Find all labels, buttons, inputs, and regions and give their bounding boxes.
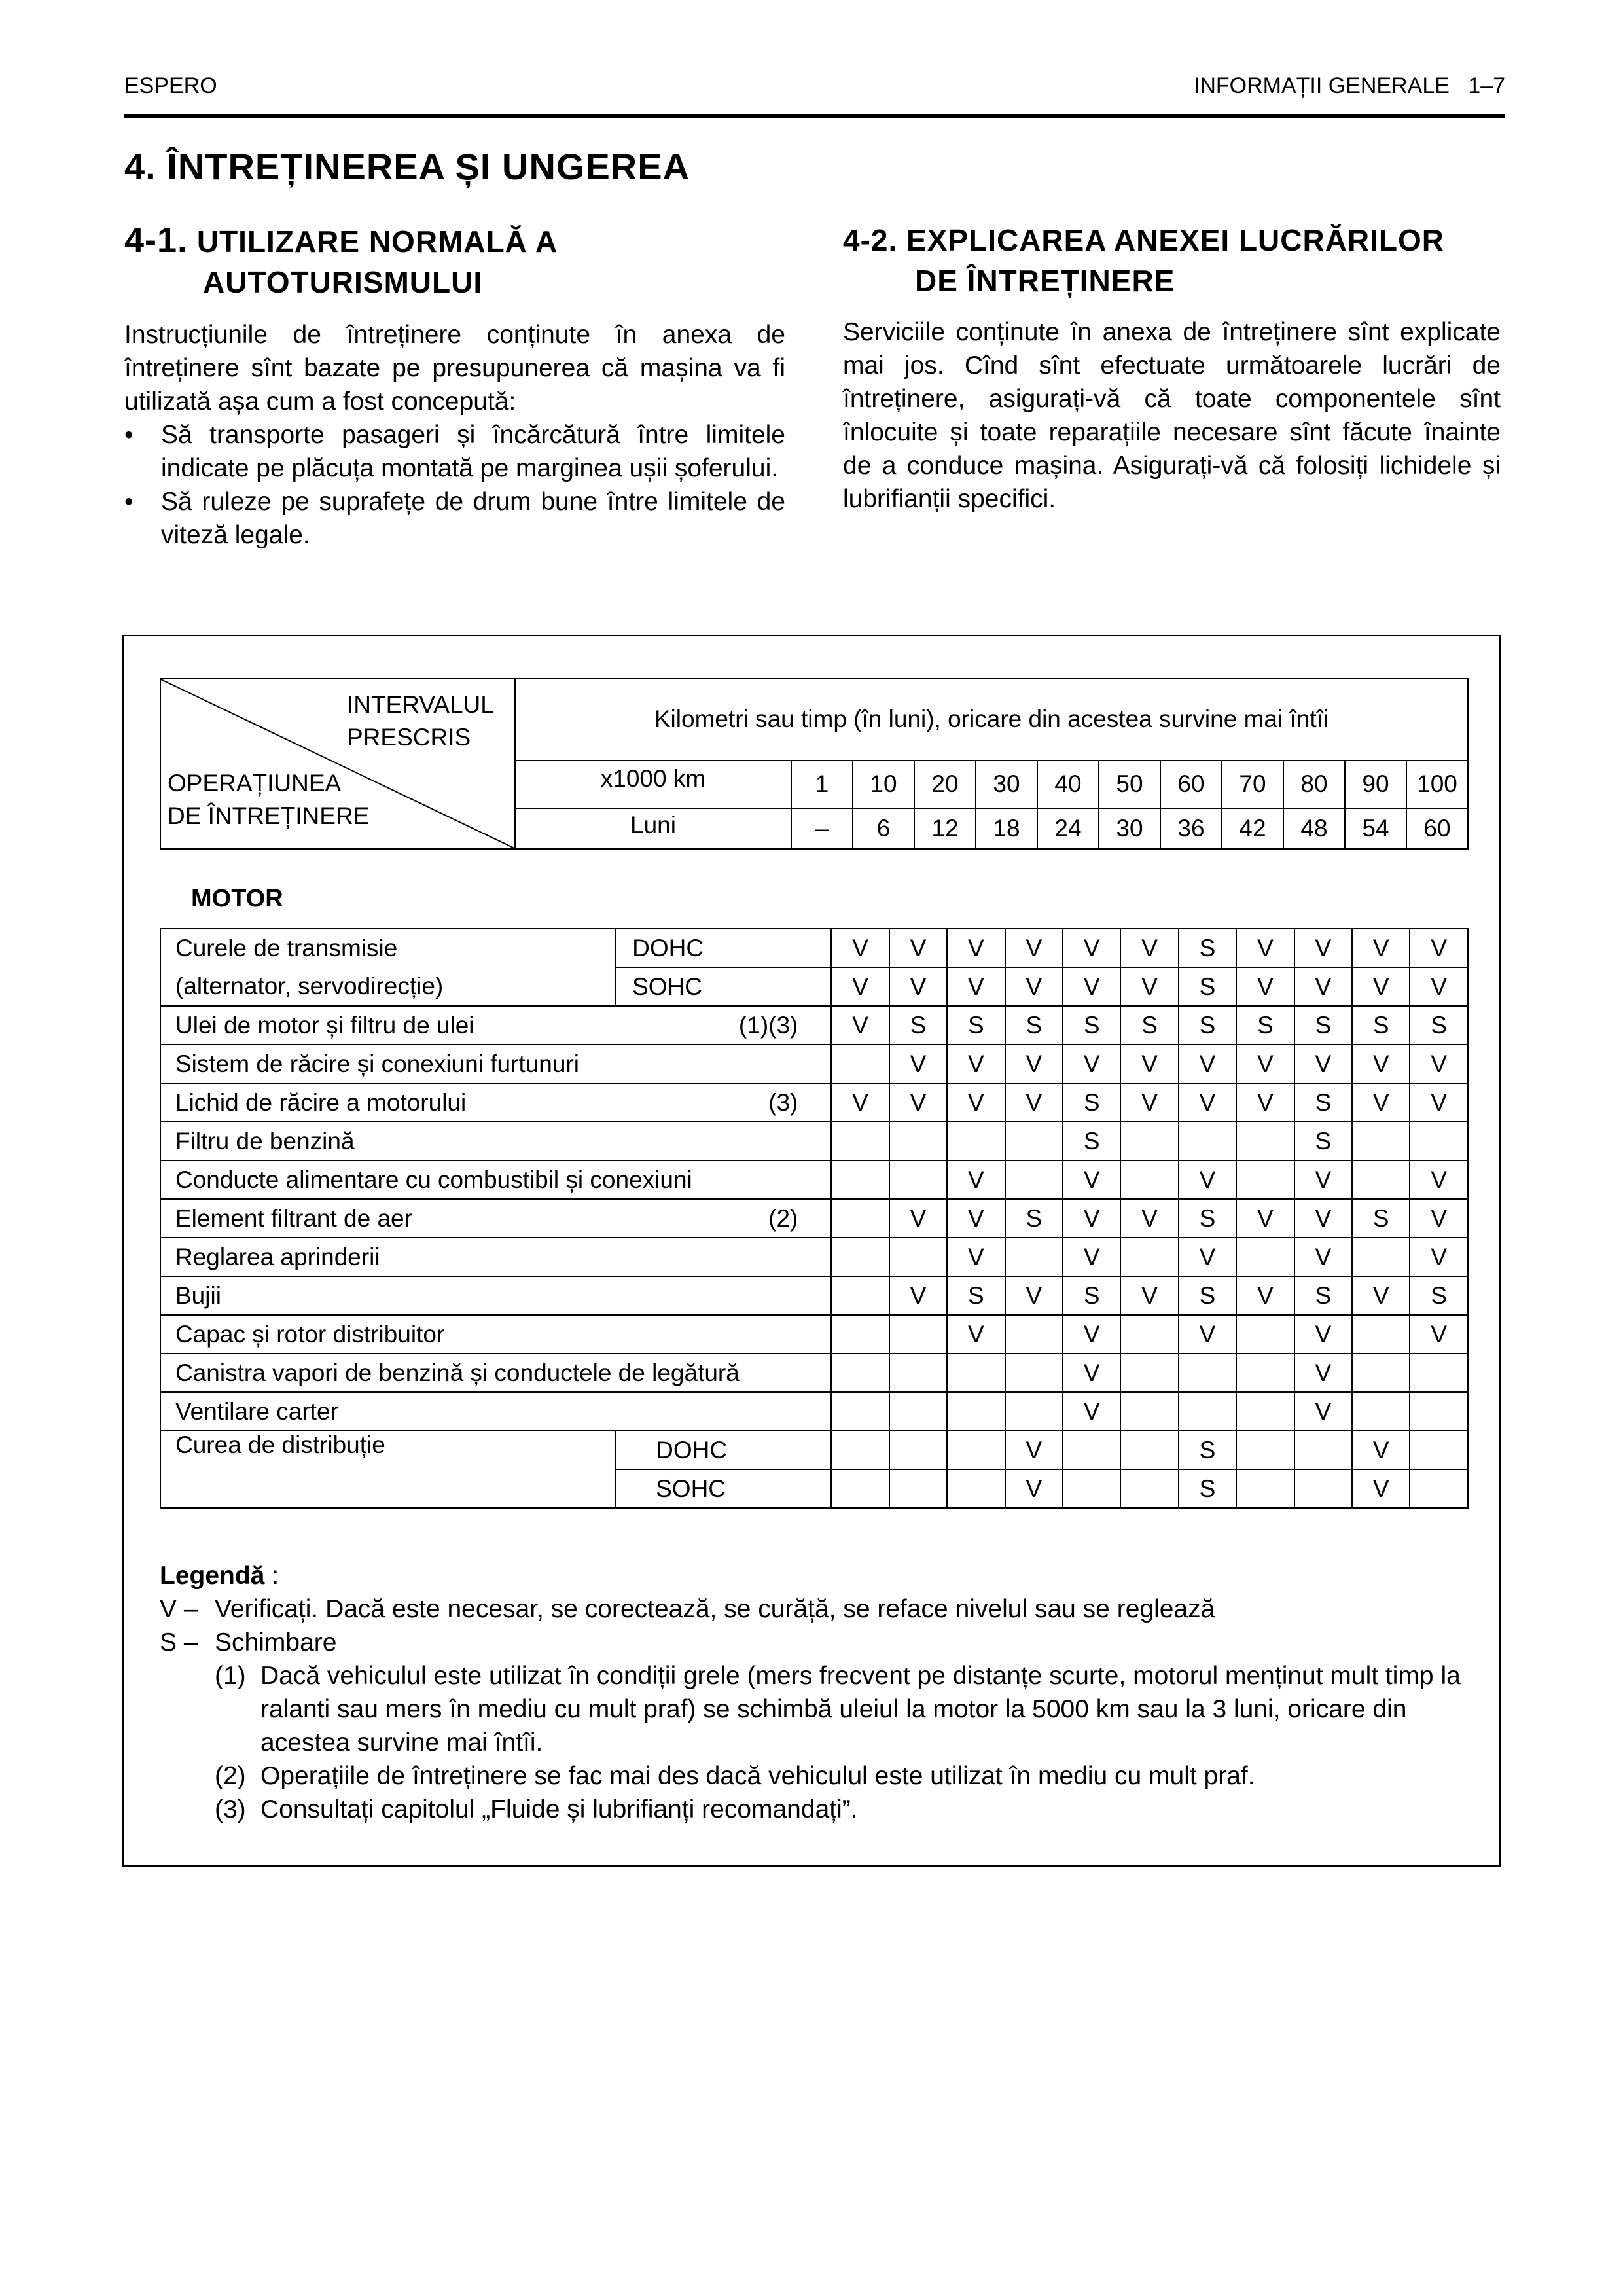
item-name-cell [160, 1045, 831, 1083]
item-name-cell [160, 1354, 831, 1392]
schedule-value-cell [1294, 1469, 1352, 1508]
schedule-value-cell: V [1005, 929, 1063, 967]
item-name-cell [160, 1276, 831, 1315]
schedule-value-cell: S [1063, 1006, 1120, 1045]
schedule-value-cell: S [1294, 1083, 1352, 1122]
table-row [160, 1083, 1468, 1122]
section1-title [124, 220, 558, 302]
schedule-value-cell [1236, 1392, 1294, 1431]
table-row [160, 967, 1468, 1006]
schedule-value-cell: V [1005, 1045, 1063, 1083]
schedule-value-cell [1410, 1469, 1468, 1508]
footnote-text: Operațiile de întreținere se fac mai des dacă vehiculul este utilizat în mediu cu mult praf. [260, 1762, 1255, 1790]
schedule-value-cell [1236, 1238, 1294, 1276]
schedule-value-cell: V [1005, 1276, 1063, 1315]
schedule-value-cell [831, 1276, 889, 1315]
schedule-value-cell: V [1294, 929, 1352, 967]
section1-body [124, 318, 785, 552]
schedule-value-cell [889, 1392, 947, 1431]
schedule-value-cell [1236, 1469, 1294, 1508]
schedule-value-cell: V [1236, 929, 1294, 967]
schedule-value-cell [889, 1122, 947, 1160]
month-value-cell: 42 [1222, 808, 1283, 850]
schedule-value-cell: S [947, 1006, 1005, 1045]
schedule-value-cell [1236, 1122, 1294, 1160]
item-name-cell [160, 1238, 831, 1276]
schedule-value-cell: V [1120, 1045, 1178, 1083]
table-row [160, 1122, 1468, 1160]
schedule-value-cell: V [889, 929, 947, 967]
schedule-value-cell [1294, 1431, 1352, 1469]
schedule-value-cell: S [947, 1276, 1005, 1315]
item-name: Element filtrant de aer [175, 1204, 412, 1232]
footnote-text: Consultați capitolul „Fluide și lubrifianți recomandați”. [260, 1795, 858, 1823]
schedule-value-cell: V [1352, 1045, 1410, 1083]
schedule-value-cell: V [831, 967, 889, 1006]
item-name: Capac și rotor distribuitor [175, 1320, 445, 1348]
legend-key: V – [160, 1595, 198, 1623]
diagonal-header-cell [160, 679, 515, 849]
schedule-value-cell: S [1179, 967, 1236, 1006]
km-value-cell: 20 [914, 761, 976, 808]
month-value-cell: 60 [1406, 808, 1468, 850]
schedule-value-cell: S [1294, 1122, 1352, 1160]
schedule-value-cell: V [1236, 1276, 1294, 1315]
item-name: Curea de distribuție [160, 1431, 616, 1508]
schedule-value-cell: V [1352, 1083, 1410, 1122]
item-note: (3) [768, 1088, 798, 1116]
schedule-value-cell [1005, 1122, 1063, 1160]
schedule-value-cell: V [1063, 1199, 1120, 1238]
schedule-value-cell: V [947, 1315, 1005, 1354]
footnote [160, 1659, 1501, 1759]
operation-label-line2: DE ÎNTREȚINERE [168, 802, 370, 829]
schedule-value-cell [947, 1392, 1005, 1431]
km-value-cell: 100 [1406, 761, 1468, 808]
engine-variant: DOHC [616, 929, 831, 967]
item-note: (2) [768, 1204, 798, 1232]
schedule-value-cell: V [1410, 1045, 1468, 1083]
schedule-value-cell: V [1410, 1160, 1468, 1199]
schedule-value-cell [1120, 1122, 1178, 1160]
item-name-cell [160, 1392, 831, 1431]
footnote-text: Dacă vehiculul este utilizat în condiții grele (mers frecvent pe distanțe scurte, motorul menținut mult timp la ralanti sau mers în mediu cu mult praf) se schimbă uleiul la motor la 5000 km sau la 3 luni, oricare din acestea survine mai întîi. [260, 1662, 1461, 1757]
schedule-value-cell [1352, 1122, 1410, 1160]
schedule-value-cell [1063, 1431, 1120, 1469]
schedule-value-cell: V [1236, 967, 1294, 1006]
schedule-value-cell: V [831, 1083, 889, 1122]
schedule-value-cell: V [1063, 1392, 1120, 1431]
header-rule [124, 114, 1505, 118]
month-value-cell: 54 [1345, 808, 1406, 850]
schedule-value-cell: V [1005, 1431, 1063, 1469]
schedule-value-cell: V [1294, 1315, 1352, 1354]
schedule-value-cell: V [1063, 1238, 1120, 1276]
item-name: Filtru de benzină [175, 1127, 355, 1155]
section2-paragraph: Serviciile conținute în anexa de întreținere sînt explicate mai jos. Cînd sînt efectuate următoarele lucrări de întreținere, asigurați-vă că toate componentele sînt înlocuite și toate reparațiile necesare sînt făcute înainte de a conduce mașina. Asigurați-vă că folosiți lichidele și lubrifianții specifici. [843, 318, 1501, 513]
schedule-value-cell [1120, 1431, 1178, 1469]
table-row [160, 1276, 1468, 1315]
month-value-cell: – [791, 808, 853, 850]
section2-title-line2: DE ÎNTREȚINERE [915, 264, 1175, 298]
schedule-value-cell: V [1294, 1199, 1352, 1238]
interval-label-line1: INTERVALUL [347, 691, 494, 718]
month-value-cell: 6 [853, 808, 914, 850]
table-row [160, 1006, 1468, 1045]
main-title: 4. ÎNTREȚINEREA ȘI UNGEREA [124, 146, 690, 187]
section1-title-line2: AUTOTURISMULUI [203, 265, 483, 299]
table-row [160, 1045, 1468, 1083]
schedule-value-cell [1236, 1160, 1294, 1199]
schedule-value-cell: S [889, 1006, 947, 1045]
schedule-value-cell [889, 1469, 947, 1508]
schedule-value-cell [831, 1199, 889, 1238]
schedule-value-cell: V [1294, 1238, 1352, 1276]
schedule-value-cell: V [1063, 929, 1120, 967]
item-name: Sistem de răcire și conexiuni furtunuri [175, 1050, 579, 1077]
km-value-cell: 80 [1283, 761, 1345, 808]
schedule-value-cell: S [1063, 1276, 1120, 1315]
month-value-cell: 48 [1283, 808, 1345, 850]
legend-title: Legendă [160, 1562, 265, 1590]
schedule-value-cell: V [1063, 1315, 1120, 1354]
schedule-value-cell: V [1063, 1354, 1120, 1392]
operation-label [168, 767, 369, 833]
km-value-cell: 90 [1345, 761, 1406, 808]
item-name: Lichid de răcire a motorului [175, 1088, 467, 1116]
table-row [160, 1199, 1468, 1238]
km-value-cell: 1 [791, 761, 853, 808]
schedule-value-cell: V [1120, 1276, 1178, 1315]
month-value-cell: 12 [914, 808, 976, 850]
schedule-value-cell: V [831, 929, 889, 967]
schedule-value-cell: V [1179, 1083, 1236, 1122]
item-name: Curele de transmisie [160, 929, 616, 967]
engine-variant: SOHC [616, 967, 831, 1006]
legend-text: Verificați. Dacă este necesar, se corectează, se curăță, se reface nivelul sau se reglează [215, 1595, 1215, 1623]
schedule-value-cell: V [947, 1045, 1005, 1083]
schedule-value-cell: V [1063, 967, 1120, 1006]
schedule-value-cell: S [1005, 1199, 1063, 1238]
schedule-value-cell [1410, 1392, 1468, 1431]
item-name: Bujii [175, 1282, 221, 1309]
schedule-value-cell: V [1179, 1238, 1236, 1276]
interval-header-text: Kilometri sau timp (în luni), oricare din acestea survine mai întîi [515, 679, 1468, 761]
km-label: x1000 km [515, 761, 791, 808]
schedule-value-cell [831, 1354, 889, 1392]
schedule-value-cell: S [1179, 1469, 1236, 1508]
section1-bullets [124, 418, 785, 552]
schedule-value-cell [1005, 1238, 1063, 1276]
schedule-value-cell: S [1352, 1006, 1410, 1045]
schedule-value-cell [1179, 1392, 1236, 1431]
schedule-value-cell: S [1005, 1006, 1063, 1045]
schedule-value-cell [1179, 1354, 1236, 1392]
section1-paragraph: Instrucțiunile de întreținere conținute în anexa de întreținere sînt bazate pe presupunerea că mașina va fi utilizată așa cum a fost concepută: [124, 321, 785, 416]
table-row [160, 929, 1468, 967]
section1-number: 4-1. [124, 221, 188, 260]
schedule-value-cell: V [1120, 929, 1178, 967]
footnote [160, 1759, 1501, 1793]
schedule-value-cell: V [947, 1083, 1005, 1122]
km-value-cell: 70 [1222, 761, 1283, 808]
schedule-value-cell: S [1236, 1006, 1294, 1045]
km-value-cell: 10 [853, 761, 914, 808]
schedule-value-cell: V [1410, 1238, 1468, 1276]
schedule-value-cell [831, 1122, 889, 1160]
item-note: (1)(3) [738, 1011, 798, 1039]
schedule-value-cell [1179, 1122, 1236, 1160]
bullet-item: • Să ruleze pe suprafețe de drum bune între limitele de viteză legale. [124, 485, 785, 552]
table-row [160, 1160, 1468, 1199]
schedule-value-cell [1120, 1469, 1178, 1508]
engine-variant: SOHC [616, 1469, 831, 1508]
schedule-value-cell [947, 1122, 1005, 1160]
schedule-value-cell: S [1410, 1276, 1468, 1315]
operation-label-line1: OPERAȚIUNEA [168, 770, 342, 797]
schedule-value-cell: V [831, 1006, 889, 1045]
schedule-value-cell [831, 1392, 889, 1431]
schedule-value-cell [831, 1469, 889, 1508]
table-row [160, 1431, 1468, 1469]
schedule-value-cell [1120, 1315, 1178, 1354]
schedule-value-cell [831, 1315, 889, 1354]
item-name: Canistra vapori de benzină și conductele de legătură [175, 1359, 740, 1386]
schedule-value-cell: V [1063, 1160, 1120, 1199]
legend-item-s [160, 1626, 1501, 1659]
schedule-value-cell: V [889, 1199, 947, 1238]
schedule-value-cell: V [1236, 1045, 1294, 1083]
schedule-value-cell [1063, 1469, 1120, 1508]
schedule-value-cell: V [1179, 1045, 1236, 1083]
schedule-value-cell: S [1179, 929, 1236, 967]
km-value-cell: 50 [1099, 761, 1160, 808]
schedule-value-cell: V [1352, 967, 1410, 1006]
schedule-value-cell: V [889, 1045, 947, 1083]
schedule-value-cell [831, 1431, 889, 1469]
schedule-value-cell: V [1352, 929, 1410, 967]
schedule-value-cell: V [889, 967, 947, 1006]
bullet-item: • Să transporte pasageri și încărcătură între limitele indicate pe plăcuța montată pe marginea ușii șoferului. [124, 418, 785, 485]
schedule-value-cell: V [1410, 967, 1468, 1006]
schedule-value-cell [1410, 1122, 1468, 1160]
schedule-value-cell: V [1352, 1469, 1410, 1508]
schedule-value-cell [1005, 1160, 1063, 1199]
schedule-value-cell [947, 1354, 1005, 1392]
schedule-value-cell: V [1005, 1083, 1063, 1122]
footnote-key: (2) [215, 1762, 246, 1790]
schedule-value-cell: V [947, 1199, 1005, 1238]
schedule-value-cell: S [1410, 1006, 1468, 1045]
schedule-value-cell [1120, 1238, 1178, 1276]
schedule-value-cell: S [1179, 1431, 1236, 1469]
schedule-value-cell: V [947, 929, 1005, 967]
schedule-value-cell [1236, 1315, 1294, 1354]
legend-text: Schimbare [215, 1628, 337, 1657]
schedule-value-cell: V [1352, 1276, 1410, 1315]
schedule-value-cell [889, 1315, 947, 1354]
header-right: INFORMAȚII GENERALE 1–7 [1193, 73, 1505, 98]
schedule-value-cell: V [1294, 1045, 1352, 1083]
schedule-value-cell [1005, 1315, 1063, 1354]
schedule-value-cell: V [1352, 1431, 1410, 1469]
item-name: Reglarea aprinderii [175, 1243, 380, 1270]
km-value-cell: 60 [1160, 761, 1222, 808]
item-name: Ventilare carter [175, 1397, 338, 1425]
schedule-value-cell: S [1294, 1276, 1352, 1315]
schedule-value-cell: V [1120, 967, 1178, 1006]
schedule-value-cell: V [1179, 1315, 1236, 1354]
schedule-value-cell: V [1120, 1199, 1178, 1238]
schedule-value-cell [1120, 1392, 1178, 1431]
item-name-cell [160, 1006, 831, 1045]
section1-title-line1: UTILIZARE NORMALĂ A [196, 224, 558, 259]
schedule-value-cell: S [1352, 1199, 1410, 1238]
schedule-value-cell: S [1294, 1006, 1352, 1045]
table-row [160, 1392, 1468, 1431]
schedule-value-cell: V [1410, 1199, 1468, 1238]
item-name: Conducte alimentare cu combustibil și conexiuni [175, 1166, 692, 1193]
schedule-value-cell: V [1005, 967, 1063, 1006]
schedule-value-cell: V [889, 1083, 947, 1122]
schedule-value-cell [1352, 1315, 1410, 1354]
interval-label-line2: PRESCRIS [347, 724, 471, 751]
schedule-value-cell: V [1294, 1160, 1352, 1199]
schedule-value-cell [1352, 1238, 1410, 1276]
item-name-cell [160, 1315, 831, 1354]
schedule-value-cell: S [1120, 1006, 1178, 1045]
section2-number: 4-2. [843, 223, 898, 257]
item-name-cell [160, 1160, 831, 1199]
schedule-value-cell: S [1179, 1006, 1236, 1045]
section2-body [843, 315, 1501, 516]
km-value-cell: 30 [976, 761, 1037, 808]
schedule-value-cell: V [1005, 1469, 1063, 1508]
month-value-cell: 18 [976, 808, 1037, 850]
footnote-key: (1) [215, 1662, 246, 1690]
schedule-value-cell [1352, 1354, 1410, 1392]
schedule-value-cell: S [1063, 1083, 1120, 1122]
month-value-cell: 24 [1037, 808, 1099, 850]
schedule-value-cell [889, 1160, 947, 1199]
schedule-value-cell: V [1410, 1315, 1468, 1354]
schedule-value-cell [1410, 1354, 1468, 1392]
item-name: (alternator, servodirecție) [160, 967, 616, 1006]
item-name-cell [160, 1083, 831, 1122]
item-name: Ulei de motor și filtru de ulei [175, 1011, 474, 1039]
schedule-value-cell [831, 1160, 889, 1199]
schedule-value-cell [947, 1431, 1005, 1469]
schedule-value-cell: V [1236, 1199, 1294, 1238]
schedule-value-cell [947, 1469, 1005, 1508]
schedule-value-cell [1120, 1354, 1178, 1392]
schedule-value-cell: V [1179, 1160, 1236, 1199]
motor-schedule-table [160, 928, 1469, 1509]
legend-key: S – [160, 1628, 198, 1657]
schedule-value-cell: V [1063, 1045, 1120, 1083]
legend-colon: : [264, 1562, 279, 1590]
schedule-value-cell [1352, 1160, 1410, 1199]
legend [160, 1559, 1501, 1826]
schedule-value-cell: V [1236, 1083, 1294, 1122]
schedule-value-cell: S [1179, 1199, 1236, 1238]
group-label-motor: MOTOR [191, 885, 283, 912]
months-label: Luni [515, 808, 791, 850]
schedule-value-cell: S [1179, 1276, 1236, 1315]
footnote-key: (3) [215, 1795, 246, 1823]
schedule-value-cell: V [1294, 1392, 1352, 1431]
schedule-value-cell: S [1063, 1122, 1120, 1160]
item-name-cell [160, 1199, 831, 1238]
schedule-value-cell: V [1120, 1083, 1178, 1122]
table-row [160, 1238, 1468, 1276]
footnote [160, 1793, 1501, 1826]
km-value-cell: 40 [1037, 761, 1099, 808]
schedule-value-cell: V [1294, 1354, 1352, 1392]
header-left: ESPERO [124, 73, 217, 98]
schedule-value-cell: V [947, 967, 1005, 1006]
month-value-cell: 36 [1160, 808, 1222, 850]
table-row [160, 1354, 1468, 1392]
schedule-value-cell [1352, 1392, 1410, 1431]
month-value-cell: 30 [1099, 808, 1160, 850]
schedule-header-table [160, 678, 1469, 850]
section2-title [843, 220, 1444, 301]
schedule-value-cell: V [1410, 1083, 1468, 1122]
item-name-cell [160, 1122, 831, 1160]
section2-title-line1: EXPLICAREA ANEXEI LUCRĂRILOR [906, 223, 1445, 257]
schedule-value-cell [889, 1354, 947, 1392]
schedule-value-cell [831, 1045, 889, 1083]
schedule-value-cell [831, 1238, 889, 1276]
table-row [160, 1315, 1468, 1354]
schedule-value-cell [1236, 1431, 1294, 1469]
schedule-value-cell: V [1294, 967, 1352, 1006]
schedule-value-cell [1005, 1354, 1063, 1392]
schedule-value-cell: V [947, 1238, 1005, 1276]
schedule-value-cell: V [947, 1160, 1005, 1199]
schedule-value-cell [1236, 1354, 1294, 1392]
schedule-value-cell [1410, 1431, 1468, 1469]
interval-label [347, 689, 494, 754]
schedule-value-cell: V [1410, 929, 1468, 967]
schedule-value-cell [1005, 1392, 1063, 1431]
schedule-value-cell [889, 1238, 947, 1276]
legend-item-v [160, 1592, 1501, 1626]
schedule-value-cell [889, 1431, 947, 1469]
schedule-value-cell [1120, 1160, 1178, 1199]
schedule-value-cell: V [889, 1276, 947, 1315]
engine-variant: DOHC [616, 1431, 831, 1469]
